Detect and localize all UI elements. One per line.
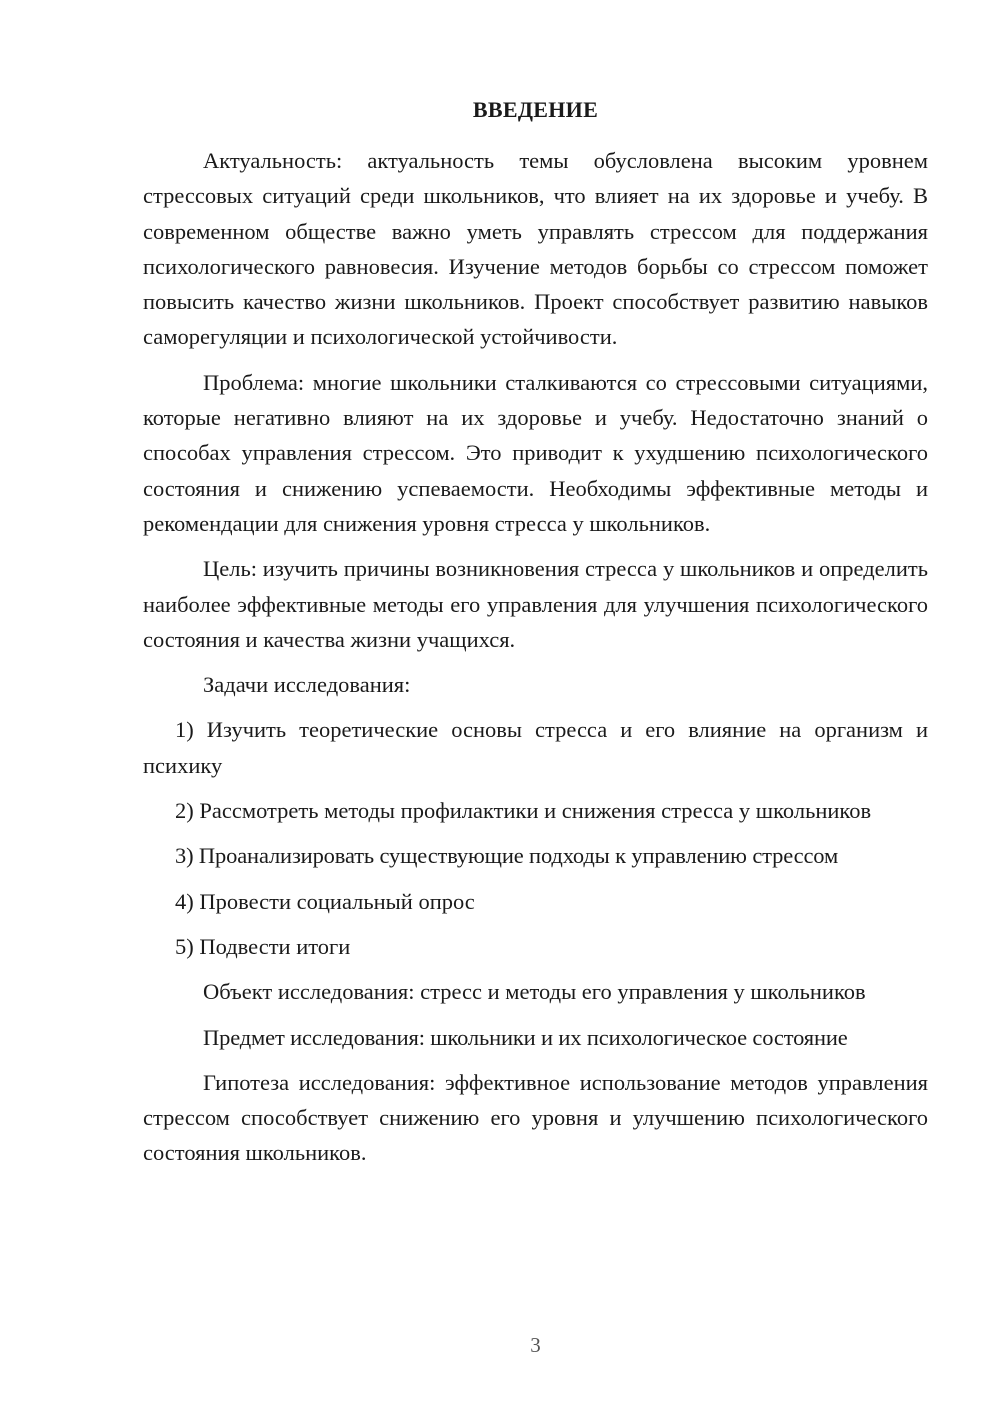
goal-paragraph: Цель: изучить причины возникновения стресса у школьников и определить наиболее эффективные методы его управления для улучшения психологического состояния и качества жизни учащихся.: [143, 556, 928, 652]
hypothesis-paragraph: Гипотеза исследования: эффективное использование методов управления стрессом способствует снижению его уровня и улучшению психологического состояния школьников.: [143, 1069, 928, 1166]
task-item-4: 4) Провести социальный опрос: [175, 888, 475, 914]
task-item-3: 3) Проанализировать существующие подходы к управлению стрессом: [175, 843, 839, 869]
relevance-paragraph: Актуальность: актуальность темы обусловлена высоким уровнем стрессовых ситуаций среди школьников, что влияет на их здоровье и учебу. В современном обществе важно уметь управлять стрессом для поддержания психологического равновесия. Изучение методов борьбы со стрессом поможет повысить качество жизни школьников. Проект способствует развитию навыков саморегуляции и психологической устойчивости.: [143, 148, 928, 350]
object-paragraph: Объект исследования: стресс и методы его управления у школьников: [203, 979, 866, 1005]
page-number: 3: [530, 1333, 541, 1357]
subject-paragraph: Предмет исследования: школьники и их психологическое состояние: [203, 1024, 848, 1050]
document-body: [143, 143, 928, 1181]
task-item-5: 5) Подвести итоги: [175, 933, 351, 959]
task-item-1: 1) Изучить теоретические основы стресса и его влияние на организм и психику: [143, 717, 928, 778]
tasks-title: Задачи исследования:: [203, 672, 411, 698]
section-heading: ВВЕДЕНИЕ: [472, 97, 599, 122]
document-page: [143, 0, 928, 1414]
problem-paragraph: Проблема: многие школьники сталкиваются со стрессовыми ситуациями, которые негативно влияют на их здоровье и учебу. Недостаточно знаний о способах управления стрессом. Это приводит к ухудшению психологического состояния и снижению успеваемости. Необходимы эффективные методы и рекомендации для снижения уровня стресса у школьников.: [143, 369, 928, 536]
task-item-2: 2) Рассмотреть методы профилактики и снижения стресса у школьников: [175, 798, 872, 824]
